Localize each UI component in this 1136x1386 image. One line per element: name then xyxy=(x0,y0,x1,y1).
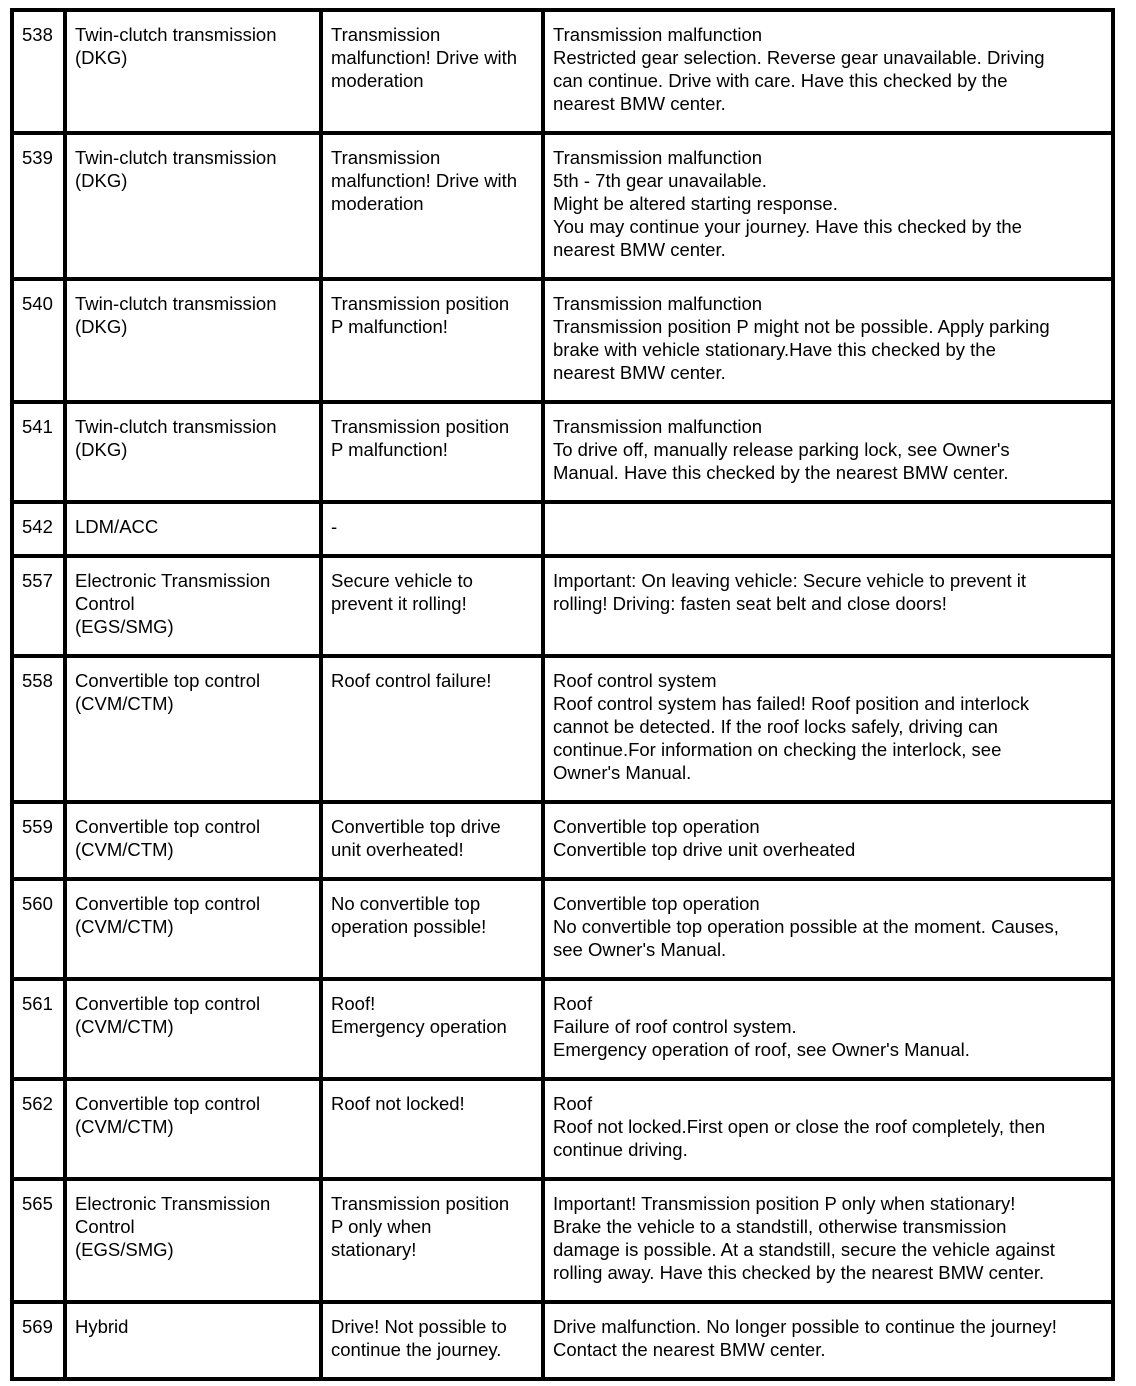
code-cell: 569 xyxy=(12,1302,65,1379)
message-cell: Roof! Emergency operation xyxy=(321,979,543,1079)
check-control-table xyxy=(10,8,1115,1381)
code-cell: 541 xyxy=(12,402,65,502)
table-row xyxy=(12,133,1113,279)
unit-cell: Convertible top control (CVM/CTM) xyxy=(65,656,321,802)
table-row xyxy=(12,1302,1113,1379)
unit-cell: Twin-clutch transmission (DKG) xyxy=(65,10,321,133)
code-cell: 565 xyxy=(12,1179,65,1302)
message-cell: Transmission position P malfunction! xyxy=(321,279,543,402)
details-cell: Roof Roof not locked.First open or close the roof completely, then continue driving. xyxy=(543,1079,1113,1179)
table-row xyxy=(12,979,1113,1079)
unit-cell: Convertible top control (CVM/CTM) xyxy=(65,879,321,979)
details-cell: Roof control system Roof control system has failed! Roof position and interlock cannot be detected. If the roof locks safely, driving can continue.For information on checking the interlock, see Owner's Manual. xyxy=(543,656,1113,802)
details-cell: Convertible top operation No convertible top operation possible at the moment. Causes, see Owner's Manual. xyxy=(543,879,1113,979)
unit-cell: Convertible top control (CVM/CTM) xyxy=(65,979,321,1079)
table-row xyxy=(12,656,1113,802)
code-cell: 538 xyxy=(12,10,65,133)
table-row xyxy=(12,502,1113,556)
code-cell: 559 xyxy=(12,802,65,879)
code-cell: 542 xyxy=(12,502,65,556)
table-row xyxy=(12,402,1113,502)
code-cell: 560 xyxy=(12,879,65,979)
details-cell: Important: On leaving vehicle: Secure vehicle to prevent it rolling! Driving: fasten seat belt and close doors! xyxy=(543,556,1113,656)
table-row xyxy=(12,10,1113,133)
table-row xyxy=(12,802,1113,879)
message-cell: Transmission position P only when stationary! xyxy=(321,1179,543,1302)
details-cell: Convertible top operation Convertible top drive unit overheated xyxy=(543,802,1113,879)
details-cell: Drive malfunction. No longer possible to continue the journey! Contact the nearest BMW center. xyxy=(543,1302,1113,1379)
message-cell: Drive! Not possible to continue the journey. xyxy=(321,1302,543,1379)
table-row xyxy=(12,1179,1113,1302)
table-row xyxy=(12,1079,1113,1179)
details-cell: Transmission malfunction Restricted gear selection. Reverse gear unavailable. Driving can continue. Drive with care. Have this checked by the nearest BMW center. xyxy=(543,10,1113,133)
message-cell: Transmission malfunction! Drive with moderation xyxy=(321,133,543,279)
message-cell: Secure vehicle to prevent it rolling! xyxy=(321,556,543,656)
details-cell xyxy=(543,502,1113,556)
unit-cell: Hybrid xyxy=(65,1302,321,1379)
code-cell: 540 xyxy=(12,279,65,402)
message-cell: - xyxy=(321,502,543,556)
table-row xyxy=(12,556,1113,656)
code-cell: 561 xyxy=(12,979,65,1079)
code-cell: 557 xyxy=(12,556,65,656)
message-cell: No convertible top operation possible! xyxy=(321,879,543,979)
details-cell: Transmission malfunction 5th - 7th gear unavailable. Might be altered starting response. You may continue your journey. Have this checked by the nearest BMW center. xyxy=(543,133,1113,279)
message-cell: Transmission malfunction! Drive with moderation xyxy=(321,10,543,133)
code-cell: 539 xyxy=(12,133,65,279)
unit-cell: Electronic Transmission Control (EGS/SMG) xyxy=(65,556,321,656)
unit-cell: Twin-clutch transmission (DKG) xyxy=(65,402,321,502)
unit-cell: Twin-clutch transmission (DKG) xyxy=(65,279,321,402)
message-cell: Convertible top drive unit overheated! xyxy=(321,802,543,879)
message-cell: Roof not locked! xyxy=(321,1079,543,1179)
details-cell: Important! Transmission position P only when stationary! Brake the vehicle to a standstill, otherwise transmission damage is possible. At a standstill, secure the vehicle against rolling away. Have this checked by the nearest BMW center. xyxy=(543,1179,1113,1302)
details-cell: Transmission malfunction To drive off, manually release parking lock, see Owner's Manual. Have this checked by the nearest BMW center. xyxy=(543,402,1113,502)
unit-cell: Convertible top control (CVM/CTM) xyxy=(65,1079,321,1179)
details-cell: Transmission malfunction Transmission position P might not be possible. Apply parking brake with vehicle stationary.Have this checked by the nearest BMW center. xyxy=(543,279,1113,402)
details-cell: Roof Failure of roof control system. Emergency operation of roof, see Owner's Manual. xyxy=(543,979,1113,1079)
message-cell: Transmission position P malfunction! xyxy=(321,402,543,502)
unit-cell: Convertible top control (CVM/CTM) xyxy=(65,802,321,879)
unit-cell: LDM/ACC xyxy=(65,502,321,556)
message-cell: Roof control failure! xyxy=(321,656,543,802)
unit-cell: Twin-clutch transmission (DKG) xyxy=(65,133,321,279)
table-row xyxy=(12,879,1113,979)
code-cell: 558 xyxy=(12,656,65,802)
unit-cell: Electronic Transmission Control (EGS/SMG) xyxy=(65,1179,321,1302)
table-row xyxy=(12,279,1113,402)
code-cell: 562 xyxy=(12,1079,65,1179)
